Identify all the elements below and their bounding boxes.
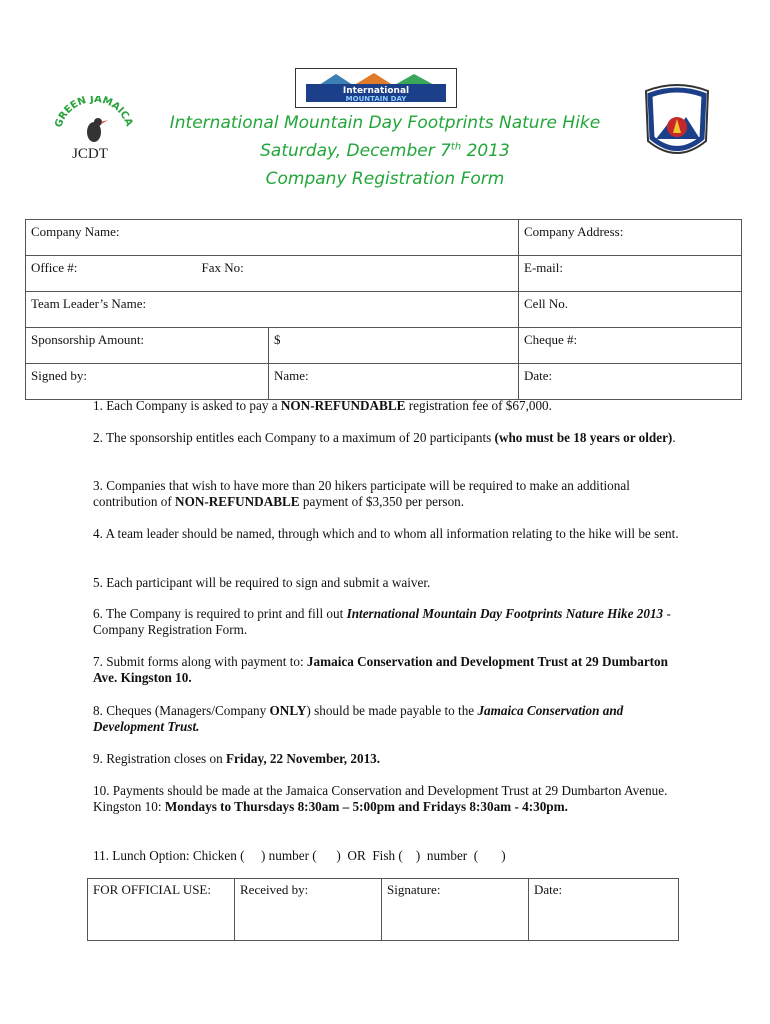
instruction-3: 3. Companies that wish to have more than 20 hikers participate will be required to make an additional contribution of NON-REFUNDABLE payment of $3,350 per person. (93, 478, 630, 509)
date-field[interactable]: Date: (519, 364, 742, 400)
instruction-2: 2. The sponsorship entitles each Company to a maximum of 20 participants (who must be 18 years or older). (93, 430, 676, 445)
instruction-1: 1. Each Company is asked to pay a NON-REFUNDABLE registration fee of $67,000. (93, 398, 552, 413)
imd-text-bottom: MOUNTAIN DAY (345, 95, 407, 103)
official-use-table (87, 878, 679, 941)
imd-text-top: International (342, 86, 410, 96)
office-fax-field[interactable]: Office #: Fax No: (26, 256, 519, 292)
name-field[interactable]: Name: (269, 364, 519, 400)
title-line-3: Company Registration Form (265, 169, 505, 189)
signed-by-field[interactable]: Signed by: (26, 364, 269, 400)
sponsorship-amount-field[interactable]: $ (269, 328, 519, 364)
instruction-10: 10. Payments should be made at the Jamaica Conservation and Development Trust at 29 Dumbarton Avenue. Kingston 10: Mondays to Thursdays 8:30am – 5:00pm and Fridays 8:30am - 4:30pm. (93, 783, 668, 814)
instruction-7: 7. Submit forms along with payment to: Jamaica Conservation and Development Trust at 29 Dumbarton Ave. Kingston 10. (93, 654, 668, 685)
received-by-field[interactable]: Received by: (235, 879, 382, 941)
title-line-1: International Mountain Day Footprints Nature Hike (169, 113, 601, 133)
cheque-field[interactable]: Cheque #: (519, 328, 742, 364)
company-name-field[interactable]: Company Name: (26, 220, 519, 256)
cell-field[interactable]: Cell No. (519, 292, 742, 328)
title-line-2: Saturday, December 7th 2013 (260, 141, 510, 161)
registration-table (25, 219, 742, 400)
international-mountain-day-logo (295, 68, 457, 108)
company-address-field[interactable]: Company Address: (519, 220, 742, 256)
team-leader-field[interactable]: Team Leader’s Name: (26, 292, 519, 328)
instruction-9: 9. Registration closes on Friday, 22 November, 2013. (93, 751, 381, 766)
sponsorship-label: Sponsorship Amount: (26, 328, 269, 364)
instruction-6: 6. The Company is required to print and fill out International Mountain Day Footprints Nature Hike 2013 - Company Registration Form. (93, 606, 671, 637)
jcdt-text: JCDT (72, 146, 108, 162)
signature-field[interactable]: Signature: (382, 879, 529, 941)
instruction-8: 8. Cheques (Managers/Company ONLY) should be made payable to the Jamaica Conservation and Development Trust. (93, 703, 624, 734)
instruction-4: 4. A team leader should be named, through which and to whom all information relating to the hike will be sent. (93, 526, 679, 541)
green-jamaica-text: GREEN JAMAICA (53, 96, 134, 130)
official-date-field[interactable]: Date: (529, 879, 679, 941)
instruction-5: 5. Each participant will be required to sign and submit a waiver. (93, 575, 431, 590)
instruction-11-lunch-option: 11. Lunch Option: Chicken ( ) number ( ) OR Fish ( ) number ( ) (93, 848, 506, 863)
official-use-label: FOR OFFICIAL USE: (88, 879, 235, 941)
email-field[interactable]: E-mail: (519, 256, 742, 292)
